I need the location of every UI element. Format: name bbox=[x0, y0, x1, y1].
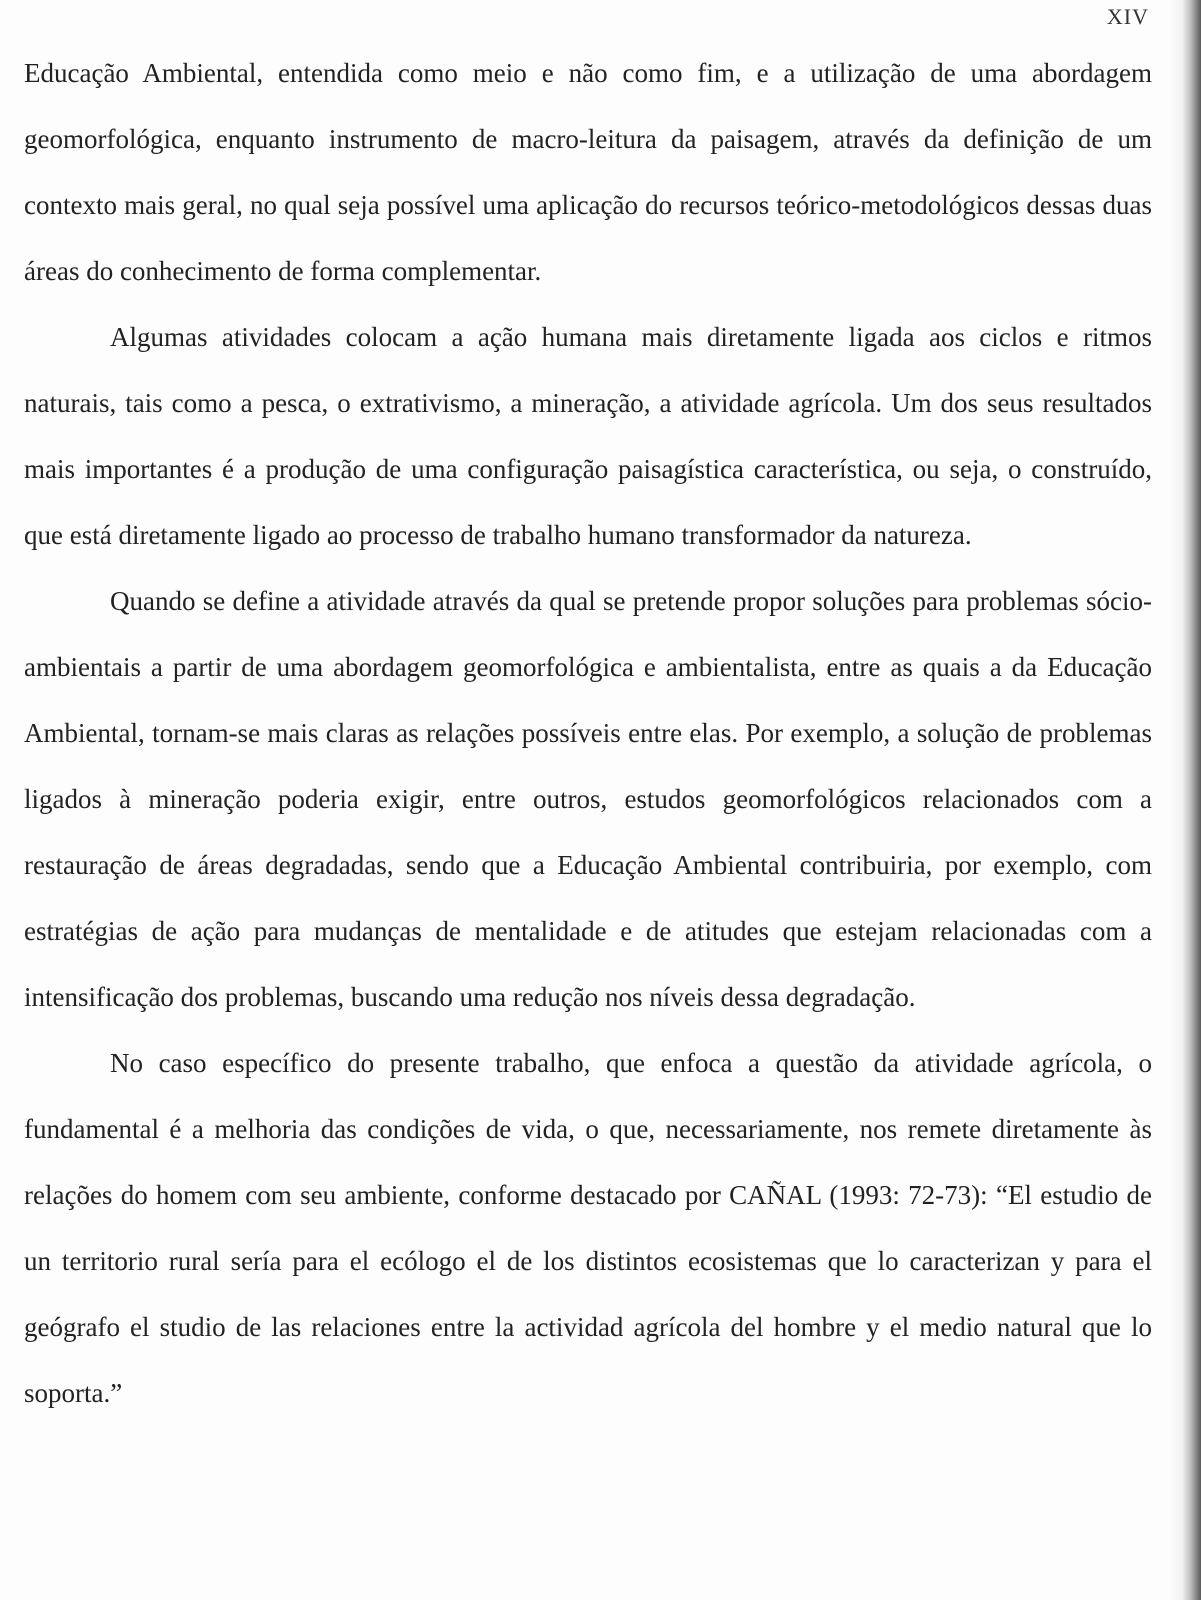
paragraph-solutions: Quando se define a atividade através da qual se pretende propor soluções para problemas sócio-ambientais a partir de uma abordagem geomorfológica e ambientalista, entre as quais a da Educação Ambiental, tornam-se mais claras as relações possíveis entre elas. Por exemplo, a solução de problemas ligados à mineração poderia exigir, entre outros, estudos geomorfológicos relacionados com a restauração de áreas degradadas, sendo que a Educação Ambiental contribuiria, por exemplo, com estratégias de ação para mudanças de mentalidade e de atitudes que estejam relacionadas com a intensificação dos problemas, buscando uma redução nos níveis dessa degradação. bbox=[24, 586, 1152, 1012]
body-text bbox=[24, 40, 1152, 1426]
page-number: XIV bbox=[1106, 4, 1149, 29]
paragraph-activities: Algumas atividades colocam a ação humana mais diretamente ligada aos ciclos e ritmos naturais, tais como a pesca, o extrativismo, a mineração, a atividade agrícola. Um dos seus resultados mais importantes é a produção de uma configuração paisagística característica, ou seja, o construído, que está diretamente ligado ao processo de trabalho humano transformador da natureza. bbox=[24, 322, 1152, 550]
page-edge-shadow bbox=[1167, 0, 1201, 1600]
paragraph-continuation: Educação Ambiental, entendida como meio e não como fim, e a utilização de uma abordagem geomorfológica, enquanto instrumento de macro-leitura da paisagem, através da definição de um contexto mais geral, no qual seja possível uma aplicação do recursos teórico-metodológicos dessas duas áreas do conhecimento de forma complementar. bbox=[24, 58, 1152, 286]
paragraph-agricultural-case: No caso específico do presente trabalho, que enfoca a questão da atividade agrícola, o fundamental é a melhoria das condições de vida, o que, necessariamente, nos remete diretamente às relações do homem com seu ambiente, conforme destacado por CAÑAL (1993: 72-73): “El estudio de un territorio rural sería para el ecólogo el de los distintos ecosistemas que lo caracterizan y para el geógrafo el studio de las relaciones entre la actividad agrícola del hombre y el medio natural que lo soporta.” bbox=[24, 1048, 1152, 1408]
